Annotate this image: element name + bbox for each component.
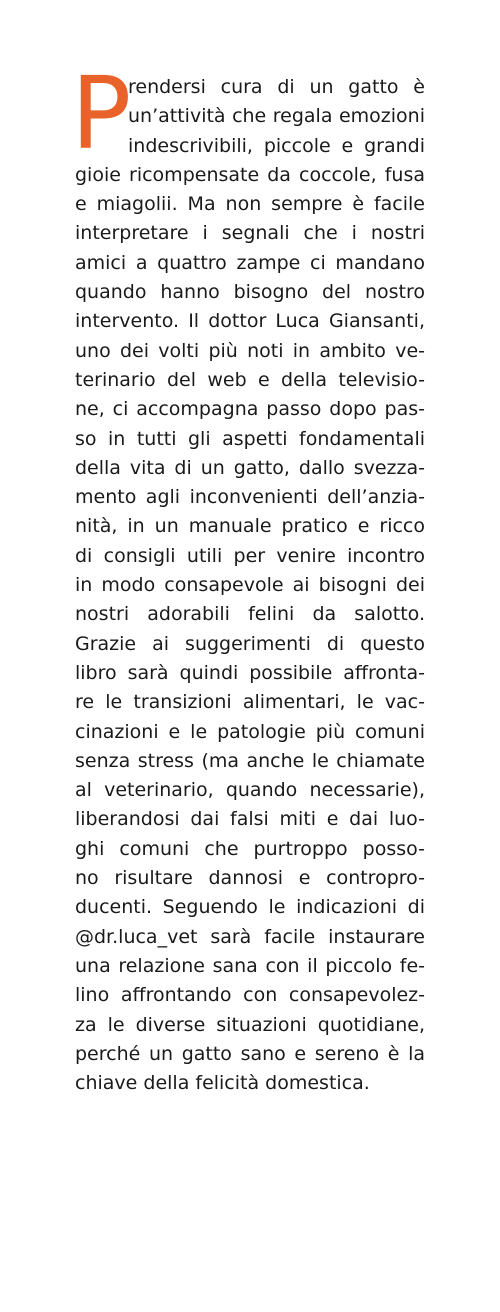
text-line: al veterinario, quando necessarie), [75, 779, 425, 802]
text-line: un’attività che regala emozioni [128, 105, 425, 128]
description-text [71, 55, 425, 1098]
text-line: mento agli inconvenienti dell’anzia- [75, 486, 425, 509]
text-line: di consigli utili per venire incontro [75, 544, 425, 567]
text-line: ducenti. Seguendo le indicazioni di [75, 896, 425, 919]
text-line: liberandosi dai falsi miti e dai luo- [75, 808, 425, 831]
text-line: indescrivibili, piccole e grandi [128, 134, 425, 157]
drop-cap-letter: P [71, 55, 132, 172]
text-line: della vita di un gatto, dallo svezza- [75, 456, 425, 479]
text-line: intervento. Il dottor Luca Giansanti, [75, 310, 425, 333]
text-line: libro sarà quindi possibile affronta- [75, 661, 425, 684]
text-line: @dr.luca_vet sarà facile instaurare [75, 925, 425, 948]
text-line: ne, ci accompagna passo dopo pas- [75, 398, 425, 421]
text-line: gioie ricompensate da coccole, fusa [75, 163, 425, 186]
text-line: lino affrontando con consapevolez- [75, 984, 425, 1007]
text-line: no risultare dannosi e contropro- [75, 867, 425, 890]
text-line: cinazioni e le patologie più comuni [75, 720, 425, 743]
text-line: za le diverse situazioni quotidiane, [75, 1013, 425, 1036]
text-line: in modo consapevole ai bisogni dei [75, 574, 425, 597]
text-line: nostri adorabili felini da salotto. [75, 603, 425, 626]
text-line: ghi comuni che purtroppo posso- [75, 837, 425, 860]
text-line: re le transizioni alimentari, le vac- [75, 691, 425, 714]
text-line: uno dei volti più noti in ambito ve- [75, 339, 425, 362]
text-line: rendersi cura di un gatto è [128, 76, 425, 98]
text-line: terinario del web e della televisio- [75, 368, 425, 391]
text-line: perché un gatto sano e sereno è la [75, 1042, 425, 1065]
text-line: nità, in un manuale pratico e ricco [75, 515, 425, 538]
text-line: amici a quattro zampe ci mandano [75, 251, 425, 274]
text-line: quando hanno bisogno del nostro [75, 281, 425, 304]
text-line: e miagolii. Ma non sempre è facile [75, 193, 425, 216]
text-line: una relazione sana con il piccolo fe- [75, 954, 425, 977]
text-line: senza stress (ma anche le chiamate [75, 749, 425, 772]
text-line: chiave della felicità domestica. [75, 1072, 370, 1095]
text-line: so in tutti gli aspetti fondamentali [75, 427, 425, 450]
text-line: Grazie ai suggerimenti di questo [75, 632, 425, 655]
text-line: interpretare i segnali che i nostri [75, 222, 425, 245]
